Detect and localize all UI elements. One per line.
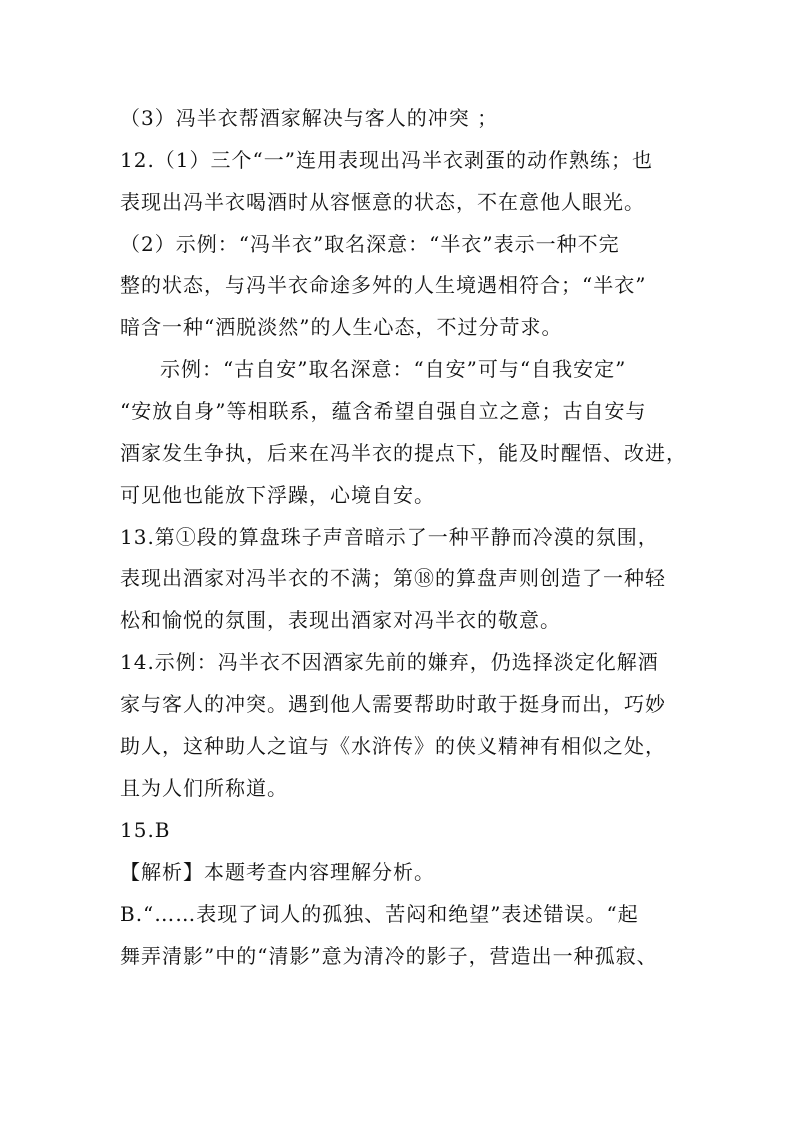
- text-line-13: 松和愉悦的氛围，表现出酒家对冯半衣的敬意。: [120, 608, 561, 632]
- text-line-6: 暗含一种“洒脱淡然”的人生心态，不过分苛求。: [120, 315, 563, 339]
- text-line-19: 【解析】本题考查内容理解分析。: [120, 860, 435, 884]
- text-line-11: 13.第①段的算盘珠子声音暗示了一种平静而冷漠的氛围，: [120, 525, 659, 549]
- text-line-15: 家与客人的冲突。遇到他人需要帮助时敢于挺身而出，巧妙: [120, 692, 666, 716]
- text-line-16: 助人，这种助人之谊与《水浒传》的侠义精神有相似之处，: [120, 734, 666, 758]
- text-line-17: 且为人们所称道。: [120, 776, 288, 800]
- text-line-1: （3）冯半衣帮酒家解决与客人的冲突 ；: [120, 106, 499, 130]
- text-line-7: 示例：“古自安”取名深意：“自安”可与“自我安定”: [160, 357, 627, 381]
- text-line-21: 舞弄清影”中的“清影”意为清冷的影子，营造出一种孤寂、: [120, 944, 658, 968]
- text-line-9: 酒家发生争执，后来在冯半衣的提点下，能及时醒悟、改进，: [120, 441, 687, 465]
- text-line-14: 14.示例：冯半衣不因酒家先前的嫌弃，仍选择淡定化解酒: [120, 650, 659, 674]
- text-line-20: B.“……表现了词人的孤独、苦闷和绝望”表述错误。“起: [120, 902, 639, 926]
- text-line-4: （2）示例：“冯半衣”取名深意：“半衣”表示一种不完: [120, 232, 620, 256]
- text-line-10: 可见他也能放下浮躁，心境自安。: [120, 483, 435, 507]
- text-line-12: 表现出酒家对冯半衣的不满；第⑱的算盘声则创造了一种轻: [120, 566, 666, 590]
- text-line-8: “安放自身”等相联系，蕴含希望自强自立之意；古自安与: [120, 399, 647, 423]
- text-line-18: 15.B: [120, 818, 171, 842]
- text-line-3: 表现出冯半衣喝酒时从容惬意的状态，不在意他人眼光。: [120, 190, 645, 214]
- text-line-5: 整的状态，与冯半衣命途多舛的人生境遇相符合；“半衣”: [120, 273, 647, 297]
- text-line-2: 12.（1）三个“一”连用表现出冯半衣剥蛋的动作熟练；也: [120, 148, 653, 172]
